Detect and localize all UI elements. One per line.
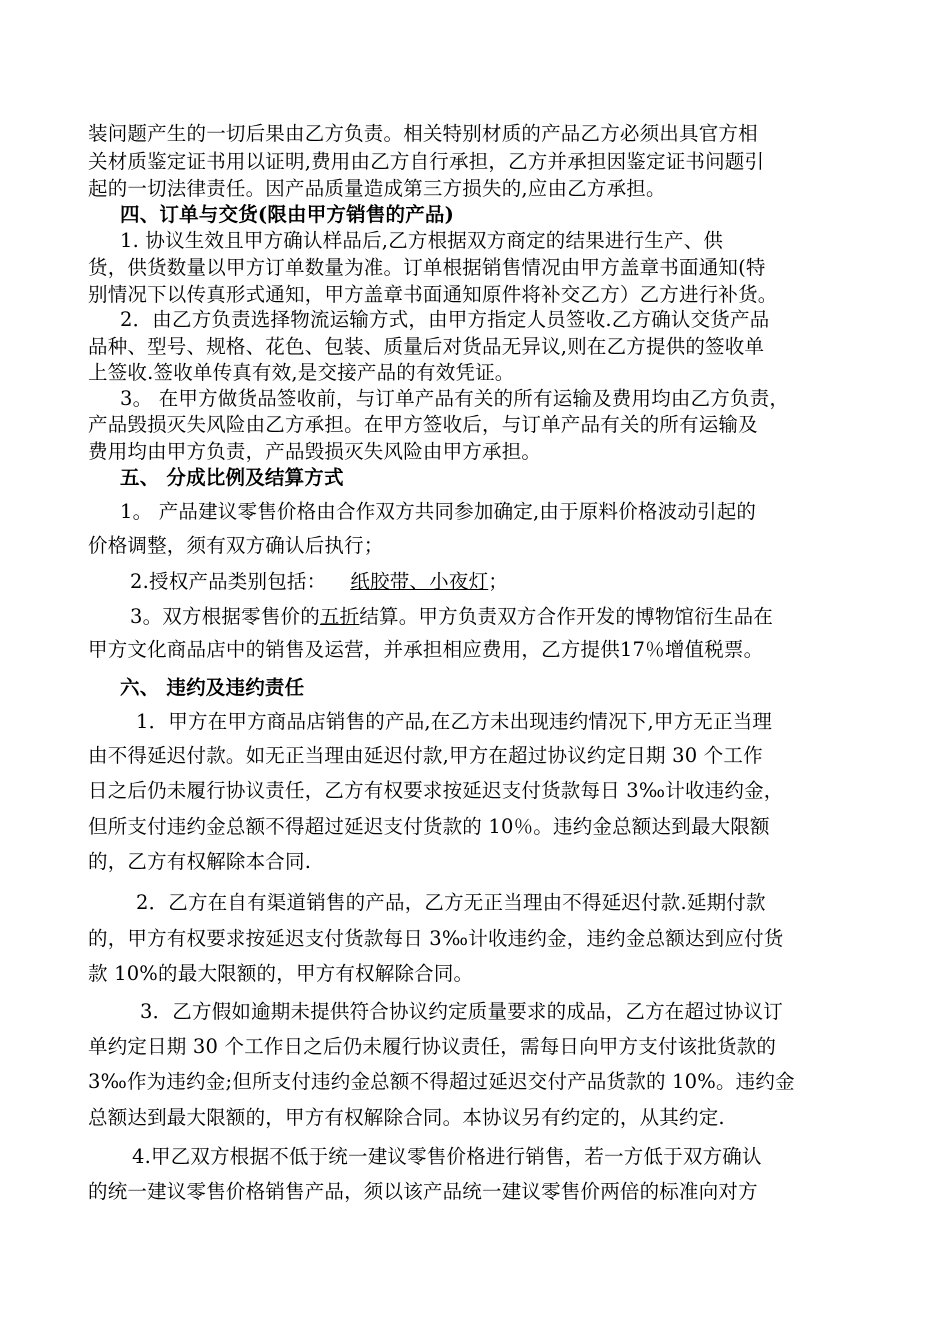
text-line: 1. 协议生效且甲方确认样品后,乙方根据双方商定的结果进行生产、供 — [120, 229, 724, 252]
text-line: 2.授权产品类别包括： 纸胶带、小夜灯； — [130, 570, 508, 593]
text-line: 起的一切法律责任。因产品质量造成第三方损失的,应由乙方承担。 — [88, 177, 666, 200]
section-heading-4: 四、订单与交货(限由甲方销售的产品) — [120, 203, 455, 226]
section-heading-6: 六、 违约及违约责任 — [120, 676, 305, 699]
text-line: 货，供货数量以甲方订单数量为准。订单根据销售情况由甲方盖章书面通知(特 — [88, 256, 766, 279]
section-heading-5: 五、 分成比例及结算方式 — [120, 466, 344, 489]
product-category-label: 2.授权产品类别包括： — [130, 570, 327, 593]
text-line: 日之后仍未履行协议责任，乙方有权要求按延迟支付货款每日 3‰计收违约金， — [88, 779, 784, 802]
text-line: 1．甲方在甲方商品店销售的产品,在乙方未出现违约情况下,甲方无正当理 — [136, 710, 773, 733]
text-line: 装问题产生的一切后果由乙方负责。相关特别材质的产品乙方必须出具官方相 — [88, 122, 758, 145]
text-line: 上签收.签收单传真有效,是交接产品的有效凭证。 — [88, 361, 515, 384]
text-line: 3。 在甲方做货品签收前，与订单产品有关的所有运输及费用均由乙方负责， — [120, 387, 790, 410]
text-line: 单约定日期 30 个工作日之后仍未履行协议责任，需每日向甲方支付该批货款的 — [88, 1035, 777, 1058]
text-line: 别情况下以传真形式通知，甲方盖章书面通知原件将补交乙方）乙方进行补货。 — [88, 283, 778, 306]
text-line: 款 10%的最大限额的，甲方有权解除合同。 — [88, 962, 474, 985]
text-line: 1。 产品建议零售价格由合作双方共同参加确定,由于原料价格波动引起的 — [120, 500, 757, 523]
text-line: 产品毁损灭失风险由乙方承担。在甲方签收后，与订单产品有关的所有运输及 — [88, 413, 758, 436]
text-line: 甲方文化商品店中的销售及运营，并承担相应费用，乙方提供17％增值税票。 — [88, 638, 764, 661]
text-line: 价格调整，须有双方确认后执行； — [88, 534, 384, 557]
text-line: 关材质鉴定证书用以证明,费用由乙方自行承担，乙方并承担因鉴定证书问题引 — [88, 150, 765, 173]
text-line: 的，甲方有权要求按延迟支付货款每日 3‰计收违约金，违约金总额达到应付货 — [88, 927, 784, 950]
text-line: 2．乙方在自有渠道销售的产品，乙方无正当理由不得延迟付款.延期付款 — [136, 891, 766, 914]
text-line: 3．乙方假如逾期未提供符合协议约定质量要求的成品，乙方在超过协议订 — [140, 1000, 784, 1023]
text-line: 3。双方根据零售价的五折结算。甲方负责双方合作开发的博物馆衍生品在 — [130, 605, 774, 628]
text-line: 但所支付违约金总额不得超过延迟支付货款的 10％。违约金总额达到最大限额 — [88, 815, 770, 838]
text-line: 费用均由甲方负责，产品毁损灭失风险由甲方承担。 — [88, 440, 542, 463]
text-line: 的统一建议零售价格销售产品，须以该产品统一建议零售价两倍的标准向对方 — [88, 1180, 758, 1203]
text-line: 总额达到最大限额的，甲方有权解除合同。本协议另有约定的，从其约定. — [88, 1106, 725, 1129]
text-line: 的，乙方有权解除本合同. — [88, 850, 312, 873]
text-line: 4.甲乙双方根据不低于统一建议零售价格进行销售，若一方低于双方确认 — [132, 1145, 762, 1168]
product-category-value: 纸胶带、小夜灯 — [350, 570, 489, 593]
text-line: 由不得延迟付款。如无正当理由延迟付款,甲方在超过协议约定日期 30 个工作 — [88, 744, 763, 767]
text-line: 品种、型号、规格、花色、包装、质量后对货品无异议,则在乙方提供的签收单 — [88, 335, 765, 358]
text-line: 3‰作为违约金;但所支付违约金总额不得超过延迟交付产品货款的 10%。违约金 — [88, 1070, 795, 1093]
text-line: 2．由乙方负责选择物流运输方式，由甲方指定人员签收.乙方确认交货产品 — [120, 308, 770, 331]
discount-value: 五折 — [319, 605, 360, 628]
